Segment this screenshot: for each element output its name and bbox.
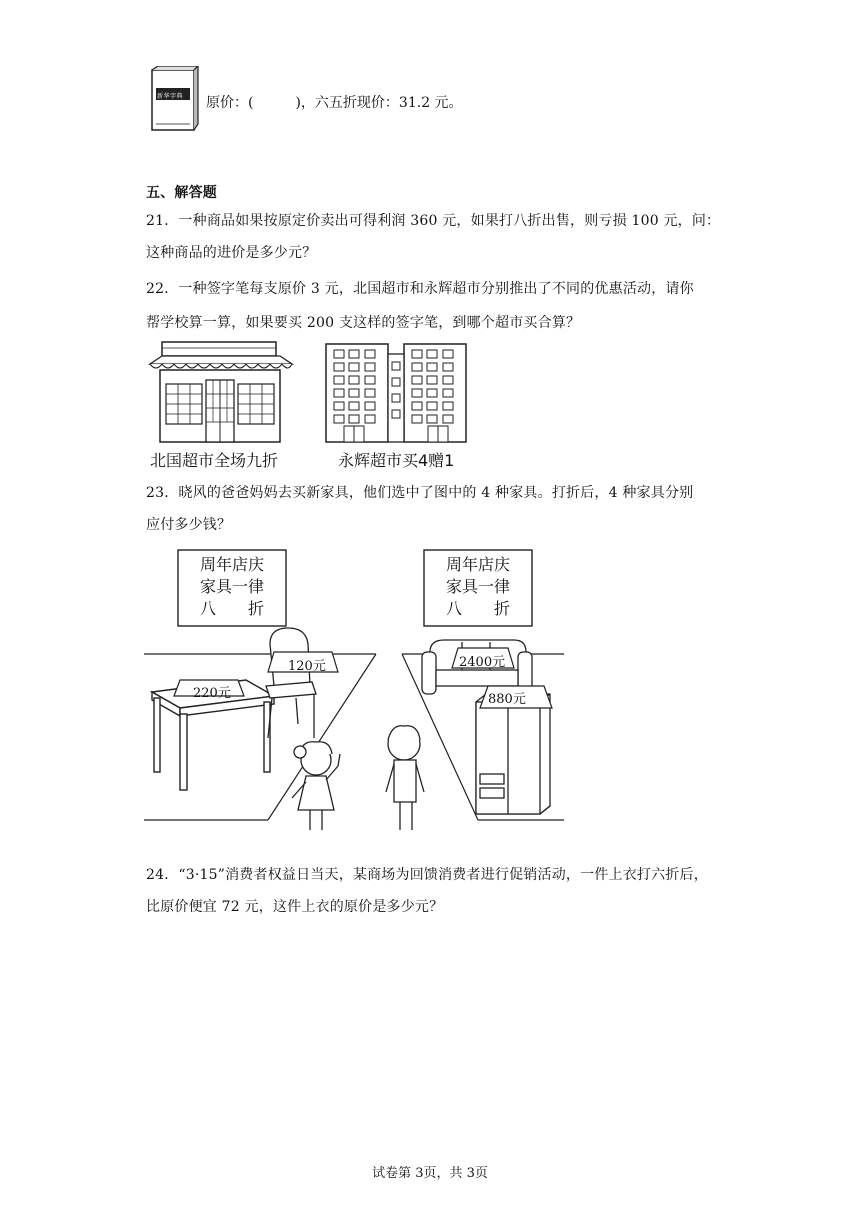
sofa-price-tag: 2400元 xyxy=(459,655,506,670)
section-heading: 五、解答题 xyxy=(146,185,217,201)
q21-line1: 21．一种商品如果按原定价卖出可得利润 360 元，如果打八折出售，则亏损 100 元，问： xyxy=(146,213,721,229)
q24-line2: 比原价便宜 72 元，这件上衣的原价是多少元？ xyxy=(146,899,444,915)
beiguo-store-label: 北国超市全场九折 xyxy=(150,451,279,470)
q22-line1: 22．一种签字笔每支原价 3 元，北国超市和永辉超市分别推出了不同的优惠活动，请你 xyxy=(146,281,694,297)
left-sign-line2: 家具一律 xyxy=(199,577,264,596)
chair-price-tag: 120元 xyxy=(288,659,326,674)
q21-line2: 这种商品的进价是多少元？ xyxy=(146,245,317,261)
q23-line2: 应付多少钱？ xyxy=(146,517,232,533)
left-promo-sign xyxy=(178,554,286,620)
beiguo-store-image xyxy=(148,340,294,444)
q24-line1: 24．“3·15”消费者权益日当天，某商场为回馈消费者进行促销活动，一件上衣打六折后， xyxy=(146,867,708,883)
left-sign-line1: 周年店庆 xyxy=(199,555,264,574)
q20-text: 原价：( )，六五折现价：31.2 元。 xyxy=(206,95,463,111)
wardrobe-price-tag: 880元 xyxy=(488,692,526,707)
q22-line2: 帮学校算一算，如果要买 200 支这样的签字笔，到哪个超市买合算？ xyxy=(146,315,581,331)
page-footer: 试卷第 3页，共 3页 xyxy=(372,1166,488,1181)
dictionary-image xyxy=(148,66,200,134)
right-promo-sign xyxy=(424,554,532,620)
left-sign-line3: 八 折 xyxy=(199,599,264,618)
dictionary-cover-text: 新华字典 xyxy=(157,93,184,100)
right-sign-line3: 八 折 xyxy=(445,599,510,618)
q23-line1: 23．晓风的爸爸妈妈去买新家具，他们选中了图中的 4 种家具。打折后，4 种家具分别 xyxy=(146,485,694,501)
table-price-tag: 220元 xyxy=(193,686,231,701)
right-sign-line1: 周年店庆 xyxy=(445,555,510,574)
right-sign-line2: 家具一律 xyxy=(445,577,510,596)
yonghui-store-label: 永辉超市买4赠1 xyxy=(338,451,455,470)
yonghui-store-image xyxy=(324,342,470,444)
